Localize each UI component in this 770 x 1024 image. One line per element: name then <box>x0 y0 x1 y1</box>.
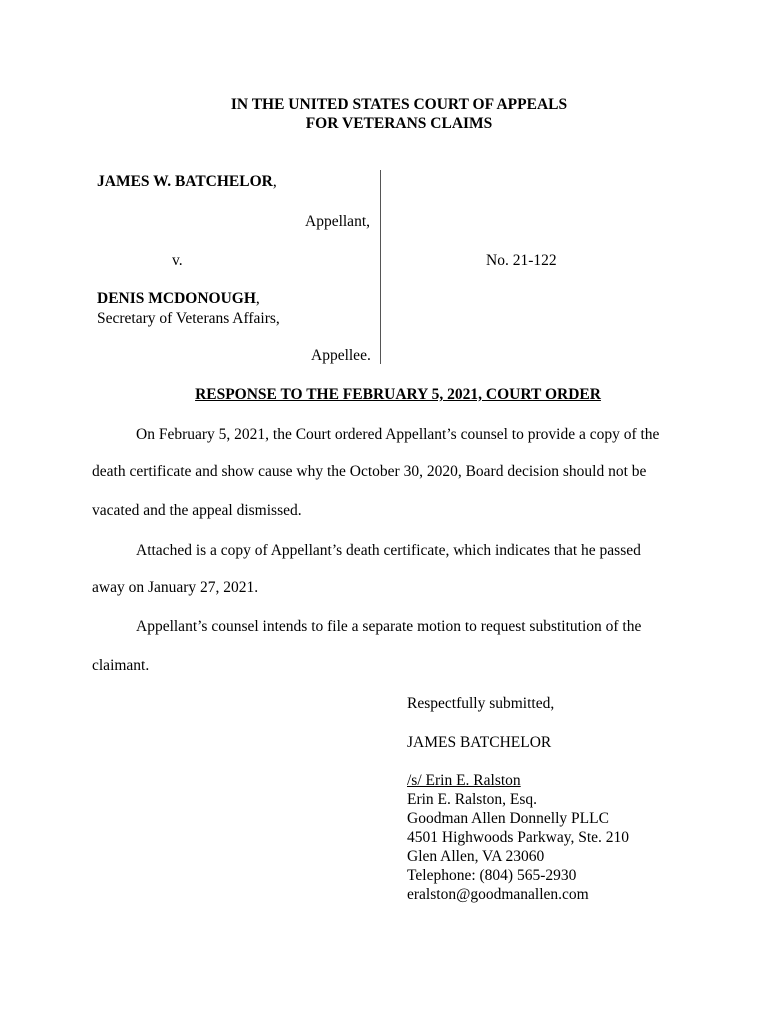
document-heading: RESPONSE TO THE FEBRUARY 5, 2021, COURT ORDER <box>195 386 601 403</box>
appellant-role: Appellant, <box>305 213 370 230</box>
appellee-comma: , <box>255 290 260 307</box>
appellee-role: Appellee. <box>311 347 371 364</box>
appellant-name-line <box>97 172 277 191</box>
paragraph-1-line-1: On February 5, 2021, the Court ordered Appellant’s counsel to provide a copy of the <box>136 426 660 443</box>
signature-block <box>407 771 629 904</box>
address-line-2: Glen Allen, VA 23060 <box>407 848 545 865</box>
paragraph-2-line-1: Attached is a copy of Appellant’s death certificate, which indicates that he passed <box>136 542 641 559</box>
firm-name: Goodman Allen Donnelly PLLC <box>407 810 609 827</box>
appellee-name-line <box>97 289 260 308</box>
address-line-1: 4501 Highwoods Parkway, Ste. 210 <box>407 829 630 846</box>
appellee-title: Secretary of Veterans Affairs, <box>97 310 280 327</box>
signature-client: JAMES BATCHELOR <box>407 734 552 751</box>
paragraph-2-line-2: away on January 27, 2021. <box>92 579 259 596</box>
appellant-comma: , <box>272 173 277 190</box>
appellee-name: DENIS MCDONOUGH <box>97 290 256 307</box>
electronic-signature: /s/ Erin E. Ralston <box>407 772 521 789</box>
signature-closing: Respectfully submitted, <box>407 695 555 712</box>
appellant-name: JAMES W. BATCHELOR <box>97 173 273 190</box>
court-title-line-1: IN THE UNITED STATES COURT OF APPEALS <box>230 96 568 113</box>
paragraph-1-line-3: vacated and the appeal dismissed. <box>92 502 302 519</box>
versus-label: v. <box>172 252 183 269</box>
attorney-name: Erin E. Ralston, Esq. <box>407 791 538 808</box>
paragraph-3-line-1: Appellant’s counsel intends to file a separate motion to request substitution of the <box>136 618 642 635</box>
email-address: eralston@goodmanallen.com <box>407 886 589 903</box>
court-title-line-2: FOR VETERANS CLAIMS <box>305 115 493 132</box>
telephone: Telephone: (804) 565-2930 <box>407 867 577 884</box>
paragraph-1-line-2: death certificate and show cause why the October 30, 2020, Board decision should not be <box>92 463 647 480</box>
caption-divider <box>380 170 381 364</box>
docket-number: No. 21-122 <box>486 252 557 269</box>
paragraph-3-line-2: claimant. <box>92 657 150 674</box>
